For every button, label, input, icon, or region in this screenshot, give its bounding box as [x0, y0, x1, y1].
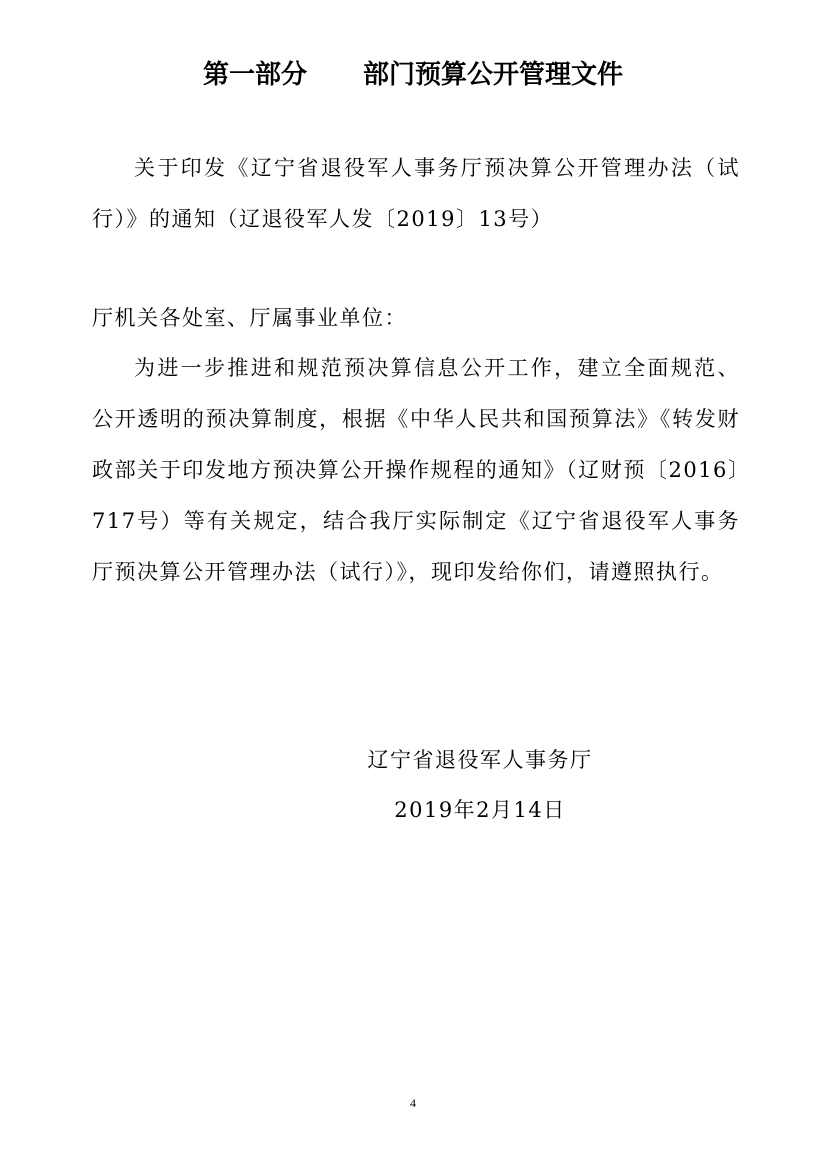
signature-organization: 辽宁省退役军人事务厅: [367, 748, 593, 772]
signature-date: 2019年2月14日: [394, 798, 566, 822]
page-number: 4: [410, 1096, 416, 1110]
salutation-block: [92, 293, 740, 344]
heading-title: 部门预算公开管理文件: [363, 60, 624, 90]
body-paragraph-block: [92, 343, 740, 598]
heading-part: 第一部分: [202, 60, 307, 90]
body-paragraph: 为进一步推进和规范预决算信息公开工作，建立全面规范、公开透明的预决算制度，根据《中华人民共和国预算法》《转发财政部关于印发地方预决算公开操作规程的通知》（辽财预〔2016〕717号）等有关规定，结合我厅实际制定《辽宁省退役军人事务厅预决算公开管理办法（试行）》，现印发给你们，请遵照执行。: [92, 356, 740, 584]
document-title: 关于印发《辽宁省退役军人事务厅预决算公开管理办法（试行）》的通知（辽退役军人发〔2019〕13号）: [92, 156, 740, 231]
document-title-block: [92, 143, 740, 245]
salutation: 厅机关各处室、厅属事业单位：: [92, 306, 407, 330]
page-heading: [0, 55, 826, 95]
